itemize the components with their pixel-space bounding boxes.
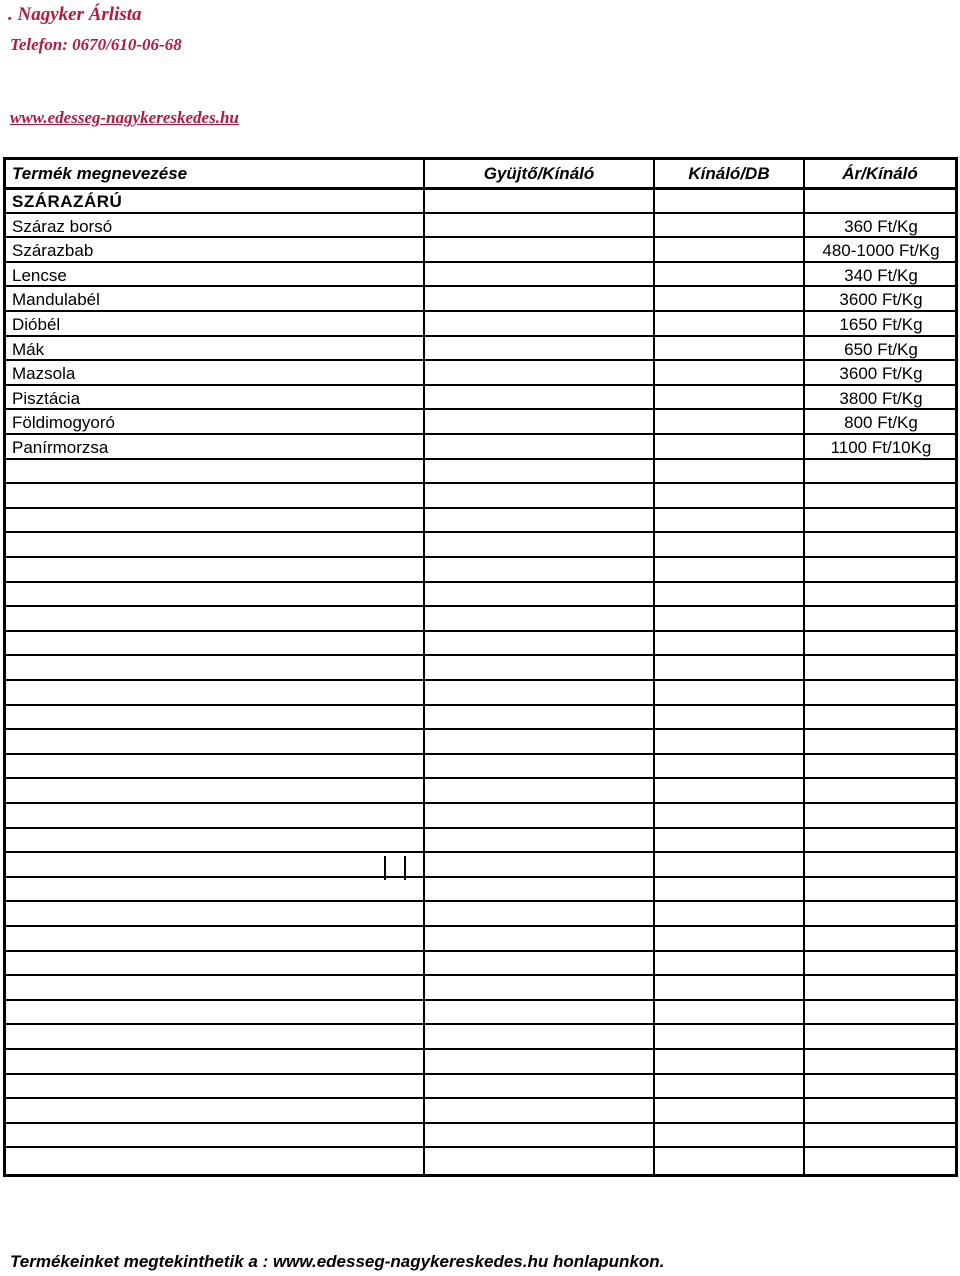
product-name: Dióbél [12, 315, 61, 334]
product-price: 340 Ft/Kg [844, 266, 918, 285]
product-name: Mák [12, 340, 45, 359]
row-divider [6, 236, 955, 238]
column-divider [653, 160, 655, 1174]
row-divider [6, 1023, 955, 1025]
row-divider [6, 777, 955, 779]
category-label: SZÁRAZÁRÚ [12, 192, 123, 211]
cell-divider [404, 856, 406, 880]
row-divider [6, 1048, 955, 1050]
product-price: 800 Ft/Kg [844, 413, 918, 432]
website-link[interactable]: www.edesseg-nagykereskedes.hu [10, 108, 239, 127]
row-divider [6, 974, 955, 976]
product-price: 3600 Ft/Kg [839, 290, 923, 309]
row-divider [6, 310, 955, 312]
cell-divider [384, 856, 386, 880]
row-divider [6, 1097, 955, 1099]
row-divider [6, 581, 955, 583]
row-divider [6, 187, 955, 190]
row-divider [6, 1122, 955, 1124]
price-table [3, 157, 958, 1177]
row-divider [6, 728, 955, 730]
row-divider [6, 704, 955, 706]
column-header-price: Ár/Kínáló [842, 164, 918, 183]
row-divider [6, 630, 955, 632]
row-divider [6, 285, 955, 287]
row-divider [6, 408, 955, 410]
product-price: 480-1000 Ft/Kg [822, 241, 940, 260]
row-divider [6, 679, 955, 681]
phone-number: Telefon: 0670/610-06-68 [10, 35, 182, 54]
column-header-product: Termék megnevezése [12, 164, 188, 183]
row-divider [6, 753, 955, 755]
column-divider [803, 160, 805, 1174]
page-title: . Nagyker Árlista [8, 4, 142, 25]
row-divider [6, 1146, 955, 1148]
product-price: 1100 Ft/10Kg [830, 438, 932, 457]
row-divider [6, 482, 955, 484]
column-header-collector: Gyüjtő/Kínáló [483, 164, 595, 183]
row-divider [6, 605, 955, 607]
product-name: Száraz borsó [12, 217, 113, 236]
row-divider [6, 827, 955, 829]
row-divider [6, 335, 955, 337]
row-divider [6, 556, 955, 558]
row-divider [6, 433, 955, 435]
product-name: Földimogyoró [12, 413, 115, 432]
row-divider [6, 384, 955, 386]
row-divider [6, 999, 955, 1001]
row-divider [6, 802, 955, 804]
product-price: 360 Ft/Kg [844, 217, 918, 236]
row-divider [6, 876, 955, 878]
product-price: 3600 Ft/Kg [839, 364, 923, 383]
row-divider [6, 458, 955, 460]
product-price: 650 Ft/Kg [844, 340, 918, 359]
row-divider [6, 654, 955, 656]
column-divider [423, 160, 425, 1174]
product-price: 3800 Ft/Kg [839, 389, 923, 408]
row-divider [6, 261, 955, 263]
row-divider [6, 507, 955, 509]
row-divider [6, 1073, 955, 1075]
product-price: 1650 Ft/Kg [839, 315, 923, 334]
footer-note: Termékeinket megtekinthetik a : www.edesseg-nagykereskedes.hu honlapunkon. [10, 1252, 665, 1271]
product-name: Mandulabél [12, 290, 100, 309]
column-header-unit: Kínáló/DB [688, 164, 770, 183]
row-divider [6, 359, 955, 361]
product-name: Szárazbab [12, 241, 94, 260]
row-divider [6, 900, 955, 902]
product-name: Panírmorzsa [12, 438, 109, 457]
row-divider [6, 531, 955, 533]
row-divider [6, 950, 955, 952]
product-name: Pisztácia [12, 389, 81, 408]
row-divider [6, 851, 955, 853]
row-divider [6, 212, 955, 214]
row-divider [6, 925, 955, 927]
product-name: Lencse [12, 266, 67, 285]
product-name: Mazsola [12, 364, 76, 383]
